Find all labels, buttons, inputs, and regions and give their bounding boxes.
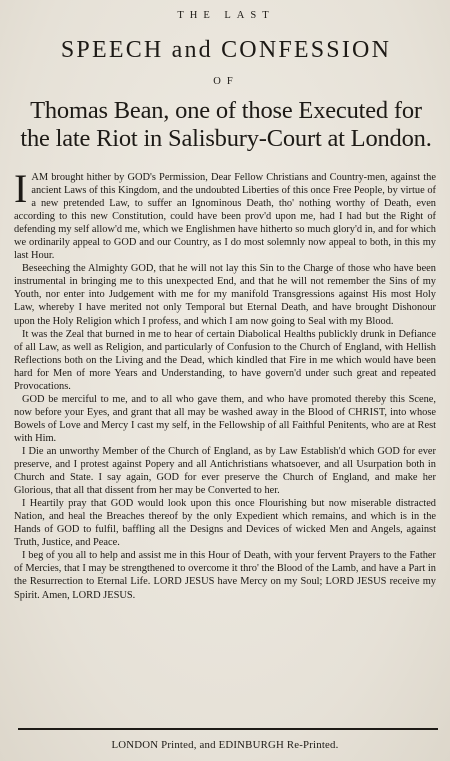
document-title: Thomas Bean, one of those Executed for the late Riot in Salisbury-Court at London.: [20, 97, 432, 152]
header: [14, 10, 438, 87]
header-of: OF: [213, 76, 239, 87]
drop-cap: I: [14, 166, 28, 211]
paragraph-3: It was the Zeal that burned in me to hear of certain Diabolical Healths publickly drunk in Defiance of all Law, as well as Religion, and particularly of Confusion to the Church of England, with Hellish Reflections both on the Living and the Dead, which kindled that Fire in me which would have been hard for Men of more Years and Understanding, to have govern'd under such great and repeated Provocations.: [14, 328, 436, 392]
paragraph-2: Beseeching the Almighty GOD, that he will not lay this Sin to the Charge of those who have been instrumental in bringing me to this unexpected End, and that he will not remember the Sins of my Youth, nor enter into Judgement with me for my manifold Transgressions against His most Holy Law, whereby I have merited not only Temporal but Eternal Death, and have brought Dishonour upon the Holy Religion which I profess, and which I am now going to Seal with my Blood.: [14, 263, 436, 327]
paragraph-6: I Heartily pray that GOD would look upon this once Flourishing but now miserable distracted Nation, and heal the Breaches thereof by the only Expedient which remains, and which is in the Hands of GOD to fulfil, baffling all the Designs and Devices of wicked Men and Angels, against Truth, Justice, and Peace.: [14, 498, 436, 549]
paragraph-1-text: AM brought hither by GOD's Permission, Dear Fellow Christians and Country-men, against the ancient Laws of this Kingdom, and the undoubted Liberties of this once Free People, by virtue of a new pretended Law, to suffer an Ignominous Death, tho' nothing worthy of Death, even according to this new Constitution, could have been prov'd upon me, had I had but the Right of defending my self allow'd me, which we Englishmen have hitherto so much glory'd in, and for which we ordinarily appeal to GOD and our Country, as I do most solemnly now appeal to both, in this my last Hour.: [14, 172, 436, 262]
printer-imprint: LONDON Printed, and EDINBURGH Re-Printed.: [111, 739, 339, 751]
header-speech-and-confession: SPEECH and CONFESSION: [60, 37, 392, 63]
paragraph-1: [14, 166, 436, 262]
footer-rule: [18, 728, 438, 730]
header-the-last: THE LAST: [177, 10, 275, 21]
paragraph-7: I beg of you all to help and assist me in this Hour of Death, with your fervent Prayers to the Father of Mercies, that I may be strengthened to overcome it thro' the Blood of the Lamb, and have a Part in the Resurrection to Eternal Life. LORD JESUS have Mercy on my Soul; LORD JESUS receive my Spirit. Amen, LORD JESUS.: [14, 550, 436, 601]
document-body: [14, 166, 438, 602]
paragraph-5: I Die an unworthy Member of the Church of England, as by Law Establish'd which GOD for ever preserve, and I protest against Popery and all Antichristians whatsoever, and all Usurpation both in Church and State. I say again, GOD for ever preserve the Church of England, and make her Glorious, that all that dissent from her may be Converted to her.: [14, 445, 436, 497]
paragraph-4: GOD be merciful to me, and to all who gave them, and who have promoted thereby this Scene, now before your Eyes, and grant that all may be washed away in the Blood of CHRIST, into whose Bowels of Love and Mercy I cast my self, in the Fellowship of all Faithful Penitents, who are at Rest with Him.: [14, 393, 436, 444]
